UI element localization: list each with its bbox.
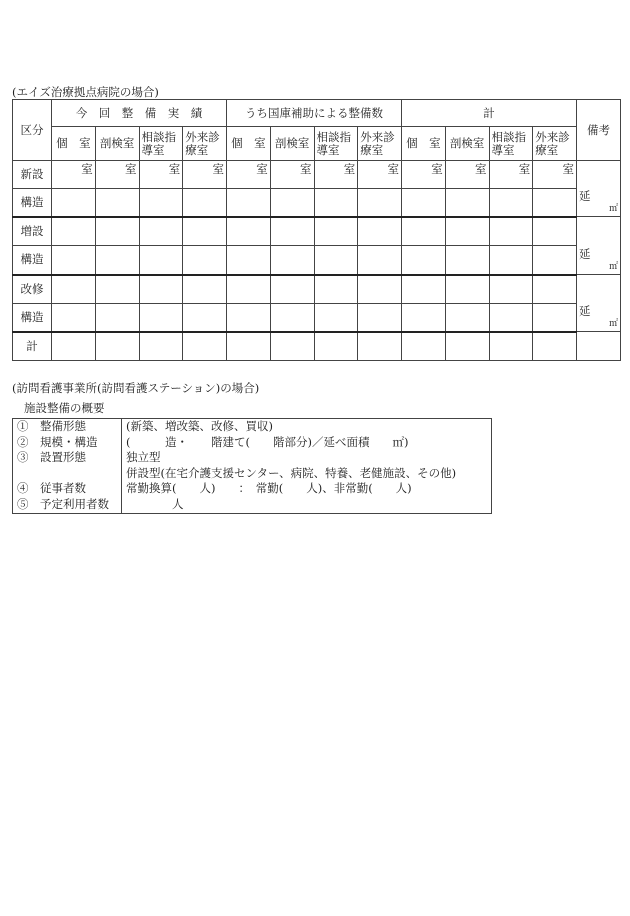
- overview-row: [13, 497, 492, 513]
- data-cell: [227, 217, 271, 246]
- data-cell: [52, 332, 96, 361]
- bikou-cell: [577, 217, 621, 275]
- data-cell: [533, 246, 577, 275]
- data-cell: 室: [533, 161, 577, 189]
- data-cell: 室: [445, 161, 489, 189]
- data-cell: [402, 189, 446, 217]
- table-row: [13, 304, 621, 332]
- data-cell: [183, 217, 227, 246]
- overview-row: [13, 481, 492, 497]
- data-cell: [270, 189, 314, 217]
- data-cell: [489, 217, 533, 246]
- table-row: [13, 189, 621, 217]
- row-label: 構造: [13, 304, 52, 332]
- group-header: 今 回 整 備 実 績: [52, 100, 227, 127]
- data-cell: [402, 332, 446, 361]
- overview-value: 人: [126, 496, 184, 511]
- data-cell: 室: [314, 161, 358, 189]
- row-label: 増設: [13, 217, 52, 246]
- row-label: 構造: [13, 189, 52, 217]
- data-cell: [227, 275, 271, 304]
- table-row: [13, 275, 621, 304]
- data-cell: [183, 189, 227, 217]
- subcol-header: 相談指導室: [314, 127, 358, 161]
- area-unit: ㎡: [608, 262, 618, 272]
- overview-row: [13, 466, 492, 482]
- data-cell: [489, 275, 533, 304]
- data-cell: [533, 304, 577, 332]
- data-cell: 室: [270, 161, 314, 189]
- data-cell: [445, 217, 489, 246]
- table-row: [13, 332, 621, 361]
- subcol-header: 個 室: [227, 127, 271, 161]
- bikou-header: 備考: [577, 100, 621, 161]
- data-cell: [358, 246, 402, 275]
- overview-label: [13, 466, 122, 482]
- data-cell: [314, 217, 358, 246]
- data-cell: [445, 304, 489, 332]
- data-cell: [489, 246, 533, 275]
- data-cell: [358, 275, 402, 304]
- subcol-header: 剖検室: [270, 127, 314, 161]
- overview-value: 常勤換算( 人) ： 常勤( 人)、非常勤( 人): [126, 481, 412, 496]
- data-cell: [270, 217, 314, 246]
- kubun-header: 区分: [13, 100, 52, 161]
- data-cell: [95, 332, 139, 361]
- data-cell: [227, 189, 271, 217]
- data-cell: [402, 304, 446, 332]
- overview-value: (新築、増改築、改修、買収): [126, 419, 273, 433]
- data-cell: [358, 217, 402, 246]
- subcol-header: 相談指導室: [489, 127, 533, 161]
- data-cell: [52, 246, 96, 275]
- data-cell: [183, 275, 227, 304]
- data-cell: [402, 275, 446, 304]
- data-cell: [445, 246, 489, 275]
- bikou-cell: [577, 275, 621, 332]
- group-header: うち国庫補助による整備数: [227, 100, 402, 127]
- area-unit: ㎡: [608, 319, 618, 329]
- subcol-header: 個 室: [52, 127, 96, 161]
- subcol-header: 剖検室: [95, 127, 139, 161]
- data-cell: [139, 246, 183, 275]
- row-label: 計: [13, 332, 52, 361]
- data-cell: [95, 217, 139, 246]
- subcol-header: 外来診療室: [533, 127, 577, 161]
- section2-subcaption: 施設整備の概要: [24, 401, 105, 415]
- data-cell: [445, 332, 489, 361]
- section1-caption: (エイズ治療拠点病院の場合): [12, 85, 159, 99]
- bikou-cell: [577, 332, 621, 361]
- data-cell: [270, 332, 314, 361]
- data-cell: [139, 189, 183, 217]
- data-cell: [533, 275, 577, 304]
- data-cell: [227, 304, 271, 332]
- area-label: 延: [579, 304, 591, 318]
- data-cell: [445, 275, 489, 304]
- data-cell: [227, 332, 271, 361]
- overview-value: ( 造・ 階建て( 階部分)／延べ面積 ㎡): [126, 434, 409, 449]
- data-cell: [52, 275, 96, 304]
- group-header: 計: [402, 100, 577, 127]
- aids-hospital-table: [12, 99, 621, 361]
- data-cell: [52, 304, 96, 332]
- data-cell: [314, 246, 358, 275]
- data-cell: [358, 304, 402, 332]
- data-cell: 室: [402, 161, 446, 189]
- data-cell: [314, 332, 358, 361]
- overview-value: 併設型(在宅介護支援センター、病院、特養、老健施設、その他): [126, 465, 457, 480]
- overview-row: [13, 419, 492, 435]
- data-cell: [270, 246, 314, 275]
- row-label: 新設: [13, 161, 52, 189]
- bikou-cell: [577, 161, 621, 217]
- overview-row: [13, 435, 492, 451]
- table-row: [13, 217, 621, 246]
- overview-value: 独立型: [126, 450, 161, 465]
- overview-label: ② 規模・構造: [13, 435, 122, 451]
- data-cell: 室: [358, 161, 402, 189]
- header-row-1: [13, 100, 621, 127]
- data-cell: [533, 217, 577, 246]
- data-cell: [270, 304, 314, 332]
- data-cell: [139, 217, 183, 246]
- data-cell: [489, 332, 533, 361]
- area-label: 延: [579, 247, 591, 261]
- data-cell: [489, 304, 533, 332]
- data-cell: [358, 189, 402, 217]
- data-cell: 室: [489, 161, 533, 189]
- data-cell: [95, 275, 139, 304]
- data-cell: [139, 275, 183, 304]
- row-label: 改修: [13, 275, 52, 304]
- data-cell: [183, 246, 227, 275]
- data-cell: 室: [52, 161, 96, 189]
- data-cell: [533, 189, 577, 217]
- overview-label: ④ 従事者数: [13, 481, 122, 497]
- subcol-header: 外来診療室: [358, 127, 402, 161]
- subcol-header: 相談指導室: [139, 127, 183, 161]
- data-cell: [52, 189, 96, 217]
- data-cell: [533, 332, 577, 361]
- data-cell: [445, 189, 489, 217]
- data-cell: [183, 304, 227, 332]
- data-cell: [95, 246, 139, 275]
- header-row-2: [13, 127, 621, 161]
- data-cell: [402, 217, 446, 246]
- table-row: [13, 246, 621, 275]
- data-cell: [183, 332, 227, 361]
- table-row: [13, 161, 621, 189]
- data-cell: [314, 275, 358, 304]
- data-cell: 室: [227, 161, 271, 189]
- data-cell: [95, 189, 139, 217]
- data-cell: 室: [139, 161, 183, 189]
- data-cell: [139, 304, 183, 332]
- data-cell: [95, 304, 139, 332]
- area-label: 延: [579, 189, 591, 203]
- row-label: 構造: [13, 246, 52, 275]
- area-unit: ㎡: [608, 204, 618, 214]
- data-cell: [314, 189, 358, 217]
- data-cell: [314, 304, 358, 332]
- subcol-header: 剖検室: [445, 127, 489, 161]
- section2-caption: (訪問看護事業所(訪問看護ステーション)の場合): [12, 381, 260, 395]
- subcol-header: 外来診療室: [183, 127, 227, 161]
- data-cell: [358, 332, 402, 361]
- facility-overview-table: [12, 418, 492, 514]
- overview-label: ⑤ 予定利用者数: [13, 497, 122, 513]
- data-cell: [402, 246, 446, 275]
- data-cell: [489, 189, 533, 217]
- overview-label: ③ 設置形態: [13, 450, 122, 466]
- data-cell: 室: [95, 161, 139, 189]
- subcol-header: 個 室: [402, 127, 446, 161]
- overview-label: ① 整備形態: [13, 419, 122, 435]
- data-cell: [227, 246, 271, 275]
- data-cell: [270, 275, 314, 304]
- overview-row: [13, 450, 492, 466]
- data-cell: 室: [183, 161, 227, 189]
- data-cell: [52, 217, 96, 246]
- data-cell: [139, 332, 183, 361]
